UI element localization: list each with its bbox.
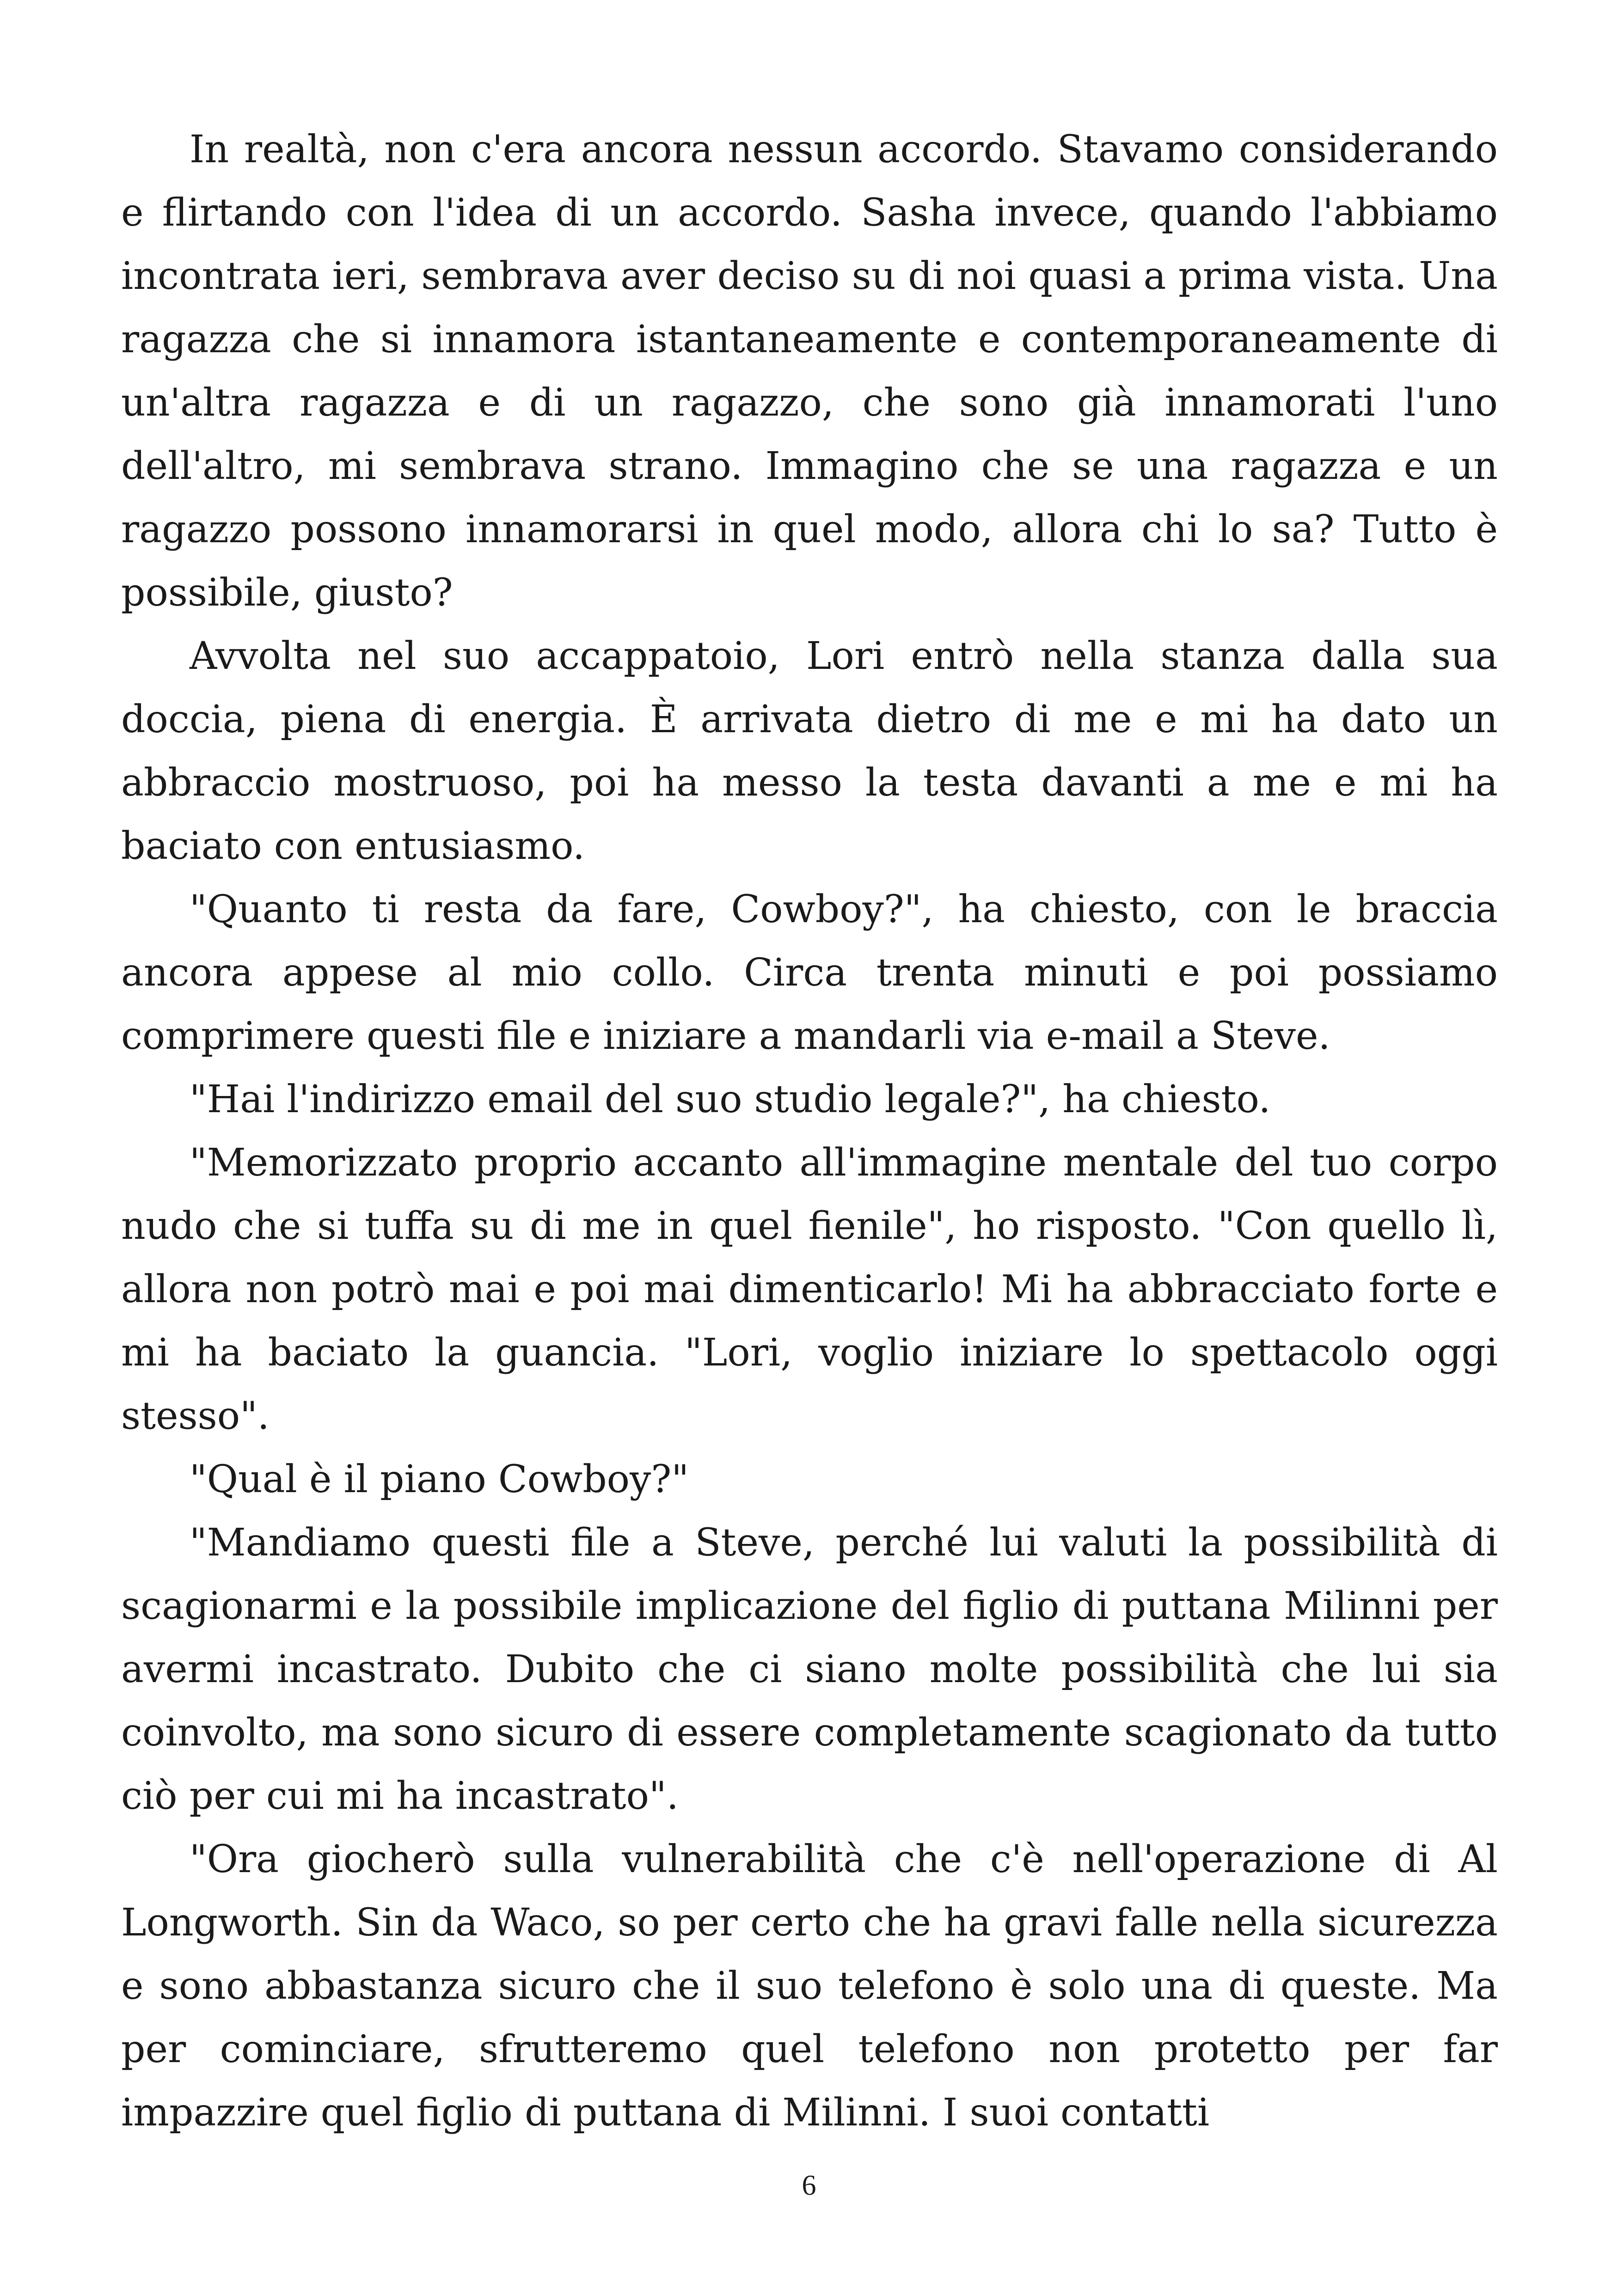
paragraph: "Ora giocherò sulla vulnerabilità che c'è nell'operazione di Al Longworth. Sin da Waco, so per certo che ha gravi falle nella sicurezza e sono abbastanza sicuro che il suo telefono è solo una di queste. Ma per cominciare, sfrutteremo quel telefono non protetto per far impazzire quel figlio di puttana di Milinni. I suoi contatti — [121, 1837, 1498, 2135]
body-text — [121, 118, 1498, 2144]
paragraph: In realtà, non c'era ancora nessun accordo. Stavamo considerando e flirtando con l'idea di un accordo. Sasha invece, quando l'abbiamo incontrata ieri, sembrava aver deciso su di noi quasi a prima vista. Una ragazza che si innamora istantaneamente e contemporaneamente di un'altra ragazza e di un ragazzo, che sono già innamorati l'uno dell'altro, mi sembrava strano. Immagino che se una ragazza e un ragazzo possono innamorarsi in quel modo, allora chi lo sa? Tutto è possibile, giusto? — [121, 128, 1498, 615]
paragraph: "Qual è il piano Cowboy?" — [190, 1457, 689, 1501]
paragraph: "Hai l'indirizzo email del suo studio legale?", ha chiesto. — [190, 1078, 1271, 1121]
paragraph: "Quanto ti resta da fare, Cowboy?", ha chiesto, con le braccia ancora appese al mio collo. Circa trenta minuti e poi possiamo comprimere questi file e iniziare a mandarli via e-mail a Steve. — [121, 888, 1498, 1058]
paragraph: "Mandiamo questi file a Steve, perché lui valuti la possibilità di scagionarmi e la possibile implicazione del figlio di puttana Milinni per avermi incastrato. Dubito che ci siano molte possibilità che lui sia coinvolto, ma sono sicuro di essere completamente scagionato da tutto ciò per cui mi ha incastrato". — [121, 1521, 1498, 1818]
page-number: 6 — [802, 2170, 816, 2201]
paragraph: "Memorizzato proprio accanto all'immagine mentale del tuo corpo nudo che si tuffa su di me in quel fienile", ho risposto. "Con quello lì, allora non potrò mai e poi mai dimenticarlo! Mi ha abbracciato forte e mi ha baciato la guancia. "Lori, voglio iniziare lo spettacolo oggi stesso". — [121, 1141, 1498, 1438]
paragraph: Avvolta nel suo accappatoio, Lori entrò nella stanza dalla sua doccia, piena di energia. È arrivata dietro di me e mi ha dato un abbraccio mostruoso, poi ha messo la testa davanti a me e mi ha baciato con entusiasmo. — [121, 634, 1498, 868]
